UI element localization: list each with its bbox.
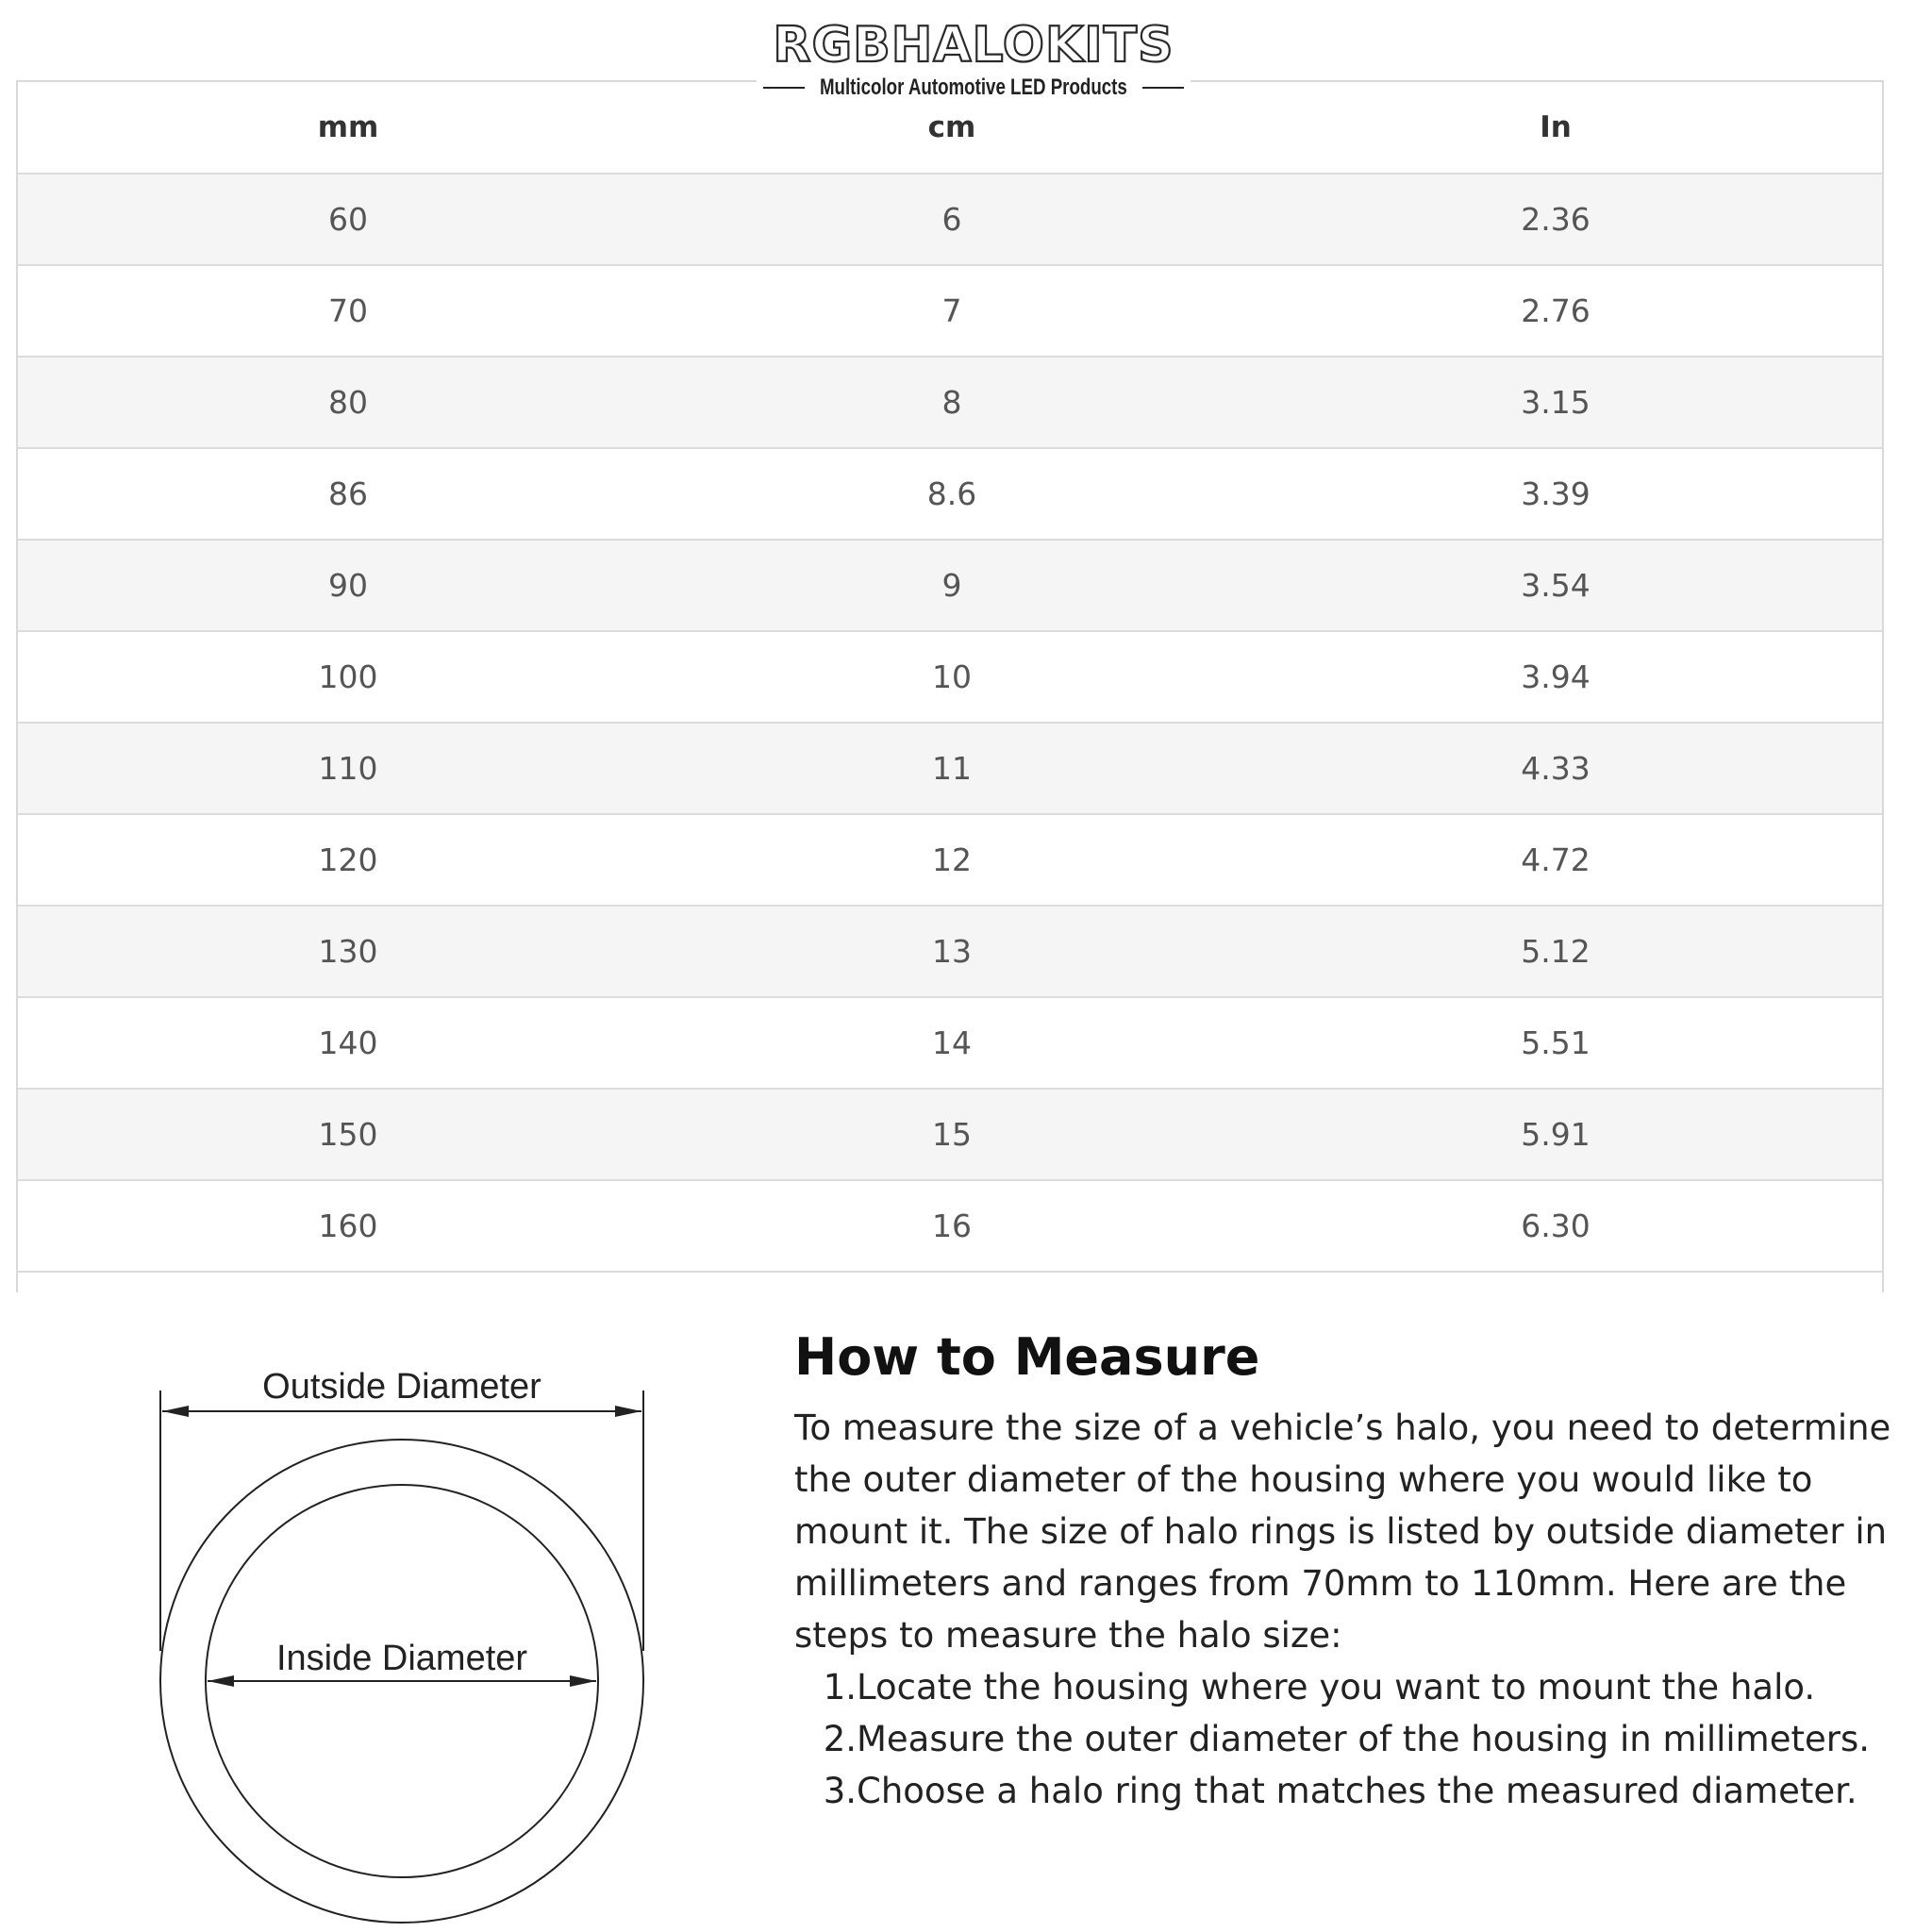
step-text: Choose a halo ring that matches the measured diameter. [857,1771,1857,1811]
table-row [18,357,1884,448]
inside-arrow-right-icon [570,1675,596,1687]
cell-mm: 100 [18,631,678,723]
table-row [18,631,1884,723]
cell-in: 5.12 [1225,906,1884,997]
cell-in: 3.94 [1225,631,1884,723]
outside-arrow-right-icon [615,1406,641,1417]
cell-in: 2.36 [1225,174,1884,265]
cell-in: 3.39 [1225,448,1884,540]
cell-mm: 140 [18,997,678,1089]
step-number: 2. [823,1719,857,1759]
cell-cm: 8 [678,357,1225,448]
howto-intro: To measure the size of a vehicle’s halo, you need to determine the outer diameter of the housing where you would like to mount it. The size of halo rings is listed by outside diameter in millimeters and ranges from 70mm to 110mm. Here are the steps to measure the halo size: [794,1407,1891,1656]
table-row [18,1089,1884,1180]
step-number: 3. [823,1771,857,1811]
cell-cm: 7 [678,265,1225,357]
cell-in: 4.33 [1225,723,1884,814]
inside-diameter-label: Inside Diameter [275,1639,528,1678]
cell-cm: 12 [678,814,1225,906]
cell-mm: 60 [18,174,678,265]
cell-cm: 13 [678,906,1225,997]
header-in: In [1225,82,1884,174]
outside-diameter-label: Outside Diameter [262,1367,541,1407]
table-body [18,174,1884,1272]
howto-steps [794,1661,1907,1817]
cell-mm: 150 [18,1089,678,1180]
cell-mm: 120 [18,814,678,906]
table-row [18,906,1884,997]
list-item [794,1661,1907,1713]
step-text: Measure the outer diameter of the housing in millimeters. [857,1719,1870,1759]
logo-wordmark: RGBHALOKITS [773,17,1174,74]
howto-title: How to Measure [794,1327,1260,1387]
cell-in: 5.91 [1225,1089,1884,1180]
cell-in: 2.76 [1225,265,1884,357]
outside-arrow-left-icon [162,1406,189,1417]
table-row [18,997,1884,1089]
cell-cm: 9 [678,540,1225,631]
how-to-measure-section [794,1321,1907,1817]
cell-mm: 130 [18,906,678,997]
tagline-rule-left [763,87,805,89]
size-table [16,80,1884,1292]
cell-cm: 14 [678,997,1225,1089]
table-row [18,265,1884,357]
cell-in: 6.30 [1225,1180,1884,1272]
table-row [18,540,1884,631]
brand-logo [757,17,1191,100]
cell-mm: 90 [18,540,678,631]
cell-mm: 160 [18,1180,678,1272]
table-row [18,174,1884,265]
cell-cm: 6 [678,174,1225,265]
cell-in: 5.51 [1225,997,1884,1089]
list-item [794,1713,1907,1765]
step-text: Locate the housing where you want to mount the halo. [857,1667,1816,1707]
cell-mm: 86 [18,448,678,540]
cell-in: 3.15 [1225,357,1884,448]
cell-cm: 10 [678,631,1225,723]
header-cm: cm [678,82,1225,174]
cell-cm: 8.6 [678,448,1225,540]
list-item [794,1765,1907,1817]
table-row [18,723,1884,814]
table-row [18,448,1884,540]
header-mm: mm [18,82,678,174]
logo-tagline-row [757,74,1191,102]
cell-in: 4.72 [1225,814,1884,906]
cell-mm: 80 [18,357,678,448]
cell-cm: 11 [678,723,1225,814]
cell-cm: 16 [678,1180,1225,1272]
cell-mm: 110 [18,723,678,814]
logo-tagline: Multicolor Automotive LED Products [820,75,1127,100]
inside-arrow-left-icon [208,1675,234,1687]
cell-in: 3.54 [1225,540,1884,631]
step-number: 1. [823,1667,857,1707]
cell-mm: 70 [18,265,678,357]
tagline-rule-right [1142,87,1184,89]
table-row [18,814,1884,906]
diameter-diagram [142,1340,670,1924]
table-row [18,1180,1884,1272]
cell-cm: 15 [678,1089,1225,1180]
